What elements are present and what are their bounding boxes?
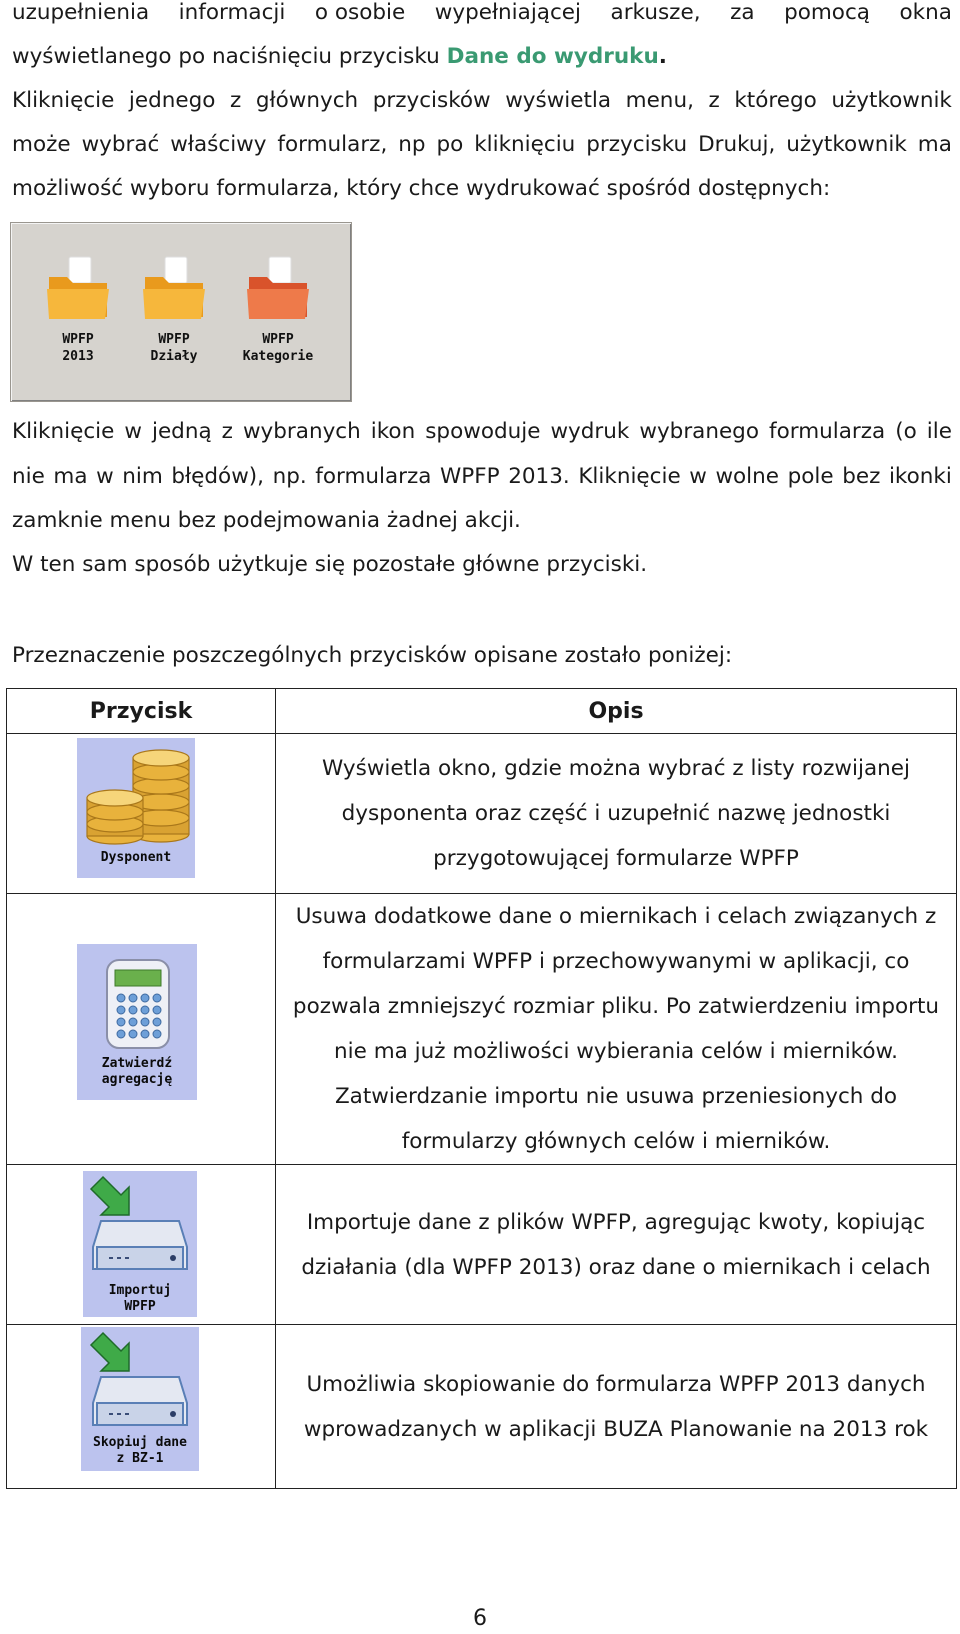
word: bez [842,464,881,489]
dysponent-button[interactable] [77,738,195,878]
icon-cell [7,1325,276,1489]
word: użytkownik [831,88,952,113]
word: wybrać [81,132,160,157]
folder-icon [139,253,209,321]
description-cell [276,734,957,894]
word: pomocą [784,0,870,25]
word: ma [917,132,952,157]
word: przycisku [586,132,688,157]
word: Kliknięcie [12,88,115,113]
desc-line: Usuwa dodatkowe dane o miernikach i celach związanych z [295,904,937,929]
word: za [730,0,755,25]
word: ikonki [888,464,952,489]
zatwierdz-agregacje-button[interactable] [77,944,197,1100]
page-number: 6 [473,1606,487,1631]
p2-line3: zamknie menu bez podejmowania żadnej akcji. [12,508,521,533]
word: kliknięciu [474,132,576,157]
desc-line: dysponenta oraz część i uzupełnić nazwę jednostki [341,801,891,826]
icon-label: Importuj WPFP [108,1283,172,1314]
calculator-icon [77,944,197,1056]
copy-drive-icon [81,1327,199,1437]
table-row [7,734,957,894]
icon-cell [7,1165,276,1325]
table-row [7,1325,957,1489]
p2-line2 [12,455,952,499]
p2-line1 [12,410,952,454]
buttons-table [6,688,957,1489]
word: Drukuj, [698,132,776,157]
desc-line: Umożliwia skopiowanie do formularza WPFP 2013 danych [306,1371,926,1397]
word: w [124,419,142,444]
word: (o [895,419,917,444]
p1-line2-suffix: . [658,44,667,69]
icon-cell [7,894,276,1165]
word: Kliknięcie [578,464,681,489]
word: z [708,88,720,113]
p1-line1 [12,0,952,35]
word: może [12,132,71,157]
icon-cell [7,734,276,894]
word: WPFP [440,464,500,489]
word: wydruk [550,419,630,444]
importuj-wpfp-button[interactable] [83,1171,197,1317]
word: użytkownik [786,132,907,157]
word: z [221,419,233,444]
word: pole [787,464,834,489]
word: którego [734,88,817,113]
table-row [7,1165,957,1325]
p1-line5: możliwość wyboru formularza, który chce wydrukować spośród dostępnych: [12,176,831,201]
desc-line: wprowadzanych w aplikacji BUZA Planowanie na 2013 rok [303,1416,929,1442]
coins-icon [77,738,195,846]
table-row [7,894,957,1165]
word: formularza [315,464,432,489]
word: ma [53,464,88,489]
print-menu-panel [10,222,352,402]
table-header-row [7,689,957,734]
word: z [230,88,242,113]
description-cell [276,894,957,1165]
word: przycisków [372,88,491,113]
word: 2013. [508,464,570,489]
word: spowoduje [425,419,541,444]
p2-line4: W ten sam sposób użytkuje się pozostałe główne przyciski. [12,552,648,577]
word: właściwy [170,132,267,157]
menu-button-label: WPFP Kategorie [242,332,314,364]
word: jednego [128,88,216,113]
desc-line: formularzy głównych celów i mierników. [401,1129,831,1154]
word: nie [12,464,45,489]
word: ile [926,419,952,444]
description-cell [276,1165,957,1325]
header-button: Przycisk [7,689,276,734]
menu-button-wpfp-kategorie[interactable] [225,253,331,365]
p1-line4 [12,123,952,167]
folder-icon [243,253,313,321]
word: Kliknięcie [12,419,115,444]
word: w [689,464,707,489]
word: wybranych [242,419,361,444]
description-cell [276,1325,957,1489]
word: w [96,464,114,489]
word: wyświetla [505,88,612,113]
word: o osobie [314,0,406,25]
dane-do-wydruku-link[interactable]: Dane do wydruku [446,44,659,69]
menu-button-label: WPFP 2013 [62,332,94,364]
word: wolne [715,464,780,489]
word: okna [899,0,952,25]
word: głównych [255,88,359,113]
desc-line: Wyświetla okno, gdzie można wybrać z listy rozwijanej [322,756,910,781]
menu-button-label: WPFP Działy [150,332,198,364]
word: arkusze, [610,0,701,25]
p1-line2-prefix: wyświetlanego po naciśnięciu przycisku [12,44,447,69]
word: nim [122,464,163,489]
word: wybranego [639,419,759,444]
desc-line: formularzami WPFP i przechowywanymi w aplikacji, co [322,949,910,974]
icon-label: Skopiuj dane z BZ-1 [93,1435,187,1466]
word: uzupełnienia [12,0,150,25]
word: np. [272,464,307,489]
word: po [436,132,464,157]
skopiuj-dane-button[interactable] [81,1327,199,1471]
word: informacji [178,0,286,25]
word: menu, [625,88,694,113]
desc-line: nie ma już możliwości wybierania celów i mierników. [334,1039,898,1064]
icon-label: Dysponent [100,850,172,865]
header-description: Opis [276,689,957,734]
desc-line: Importuje dane z plików WPFP, agregując kwoty, kopiując [306,1209,926,1235]
word: ikon [370,419,416,444]
table-intro: Przeznaczenie poszczególnych przycisków opisane zostało poniżej: [12,643,733,668]
menu-button-wpfp-dzialy[interactable] [129,253,219,365]
word: formularza [769,419,886,444]
word: jedną [151,419,212,444]
desc-line: działania (dla WPFP 2013) oraz dane o miernikach i celach [301,1254,931,1280]
p1-line2 [12,35,667,79]
folder-icon [43,253,113,321]
word: formularz, [277,132,388,157]
word: np [398,132,426,157]
word: błędów), [171,464,264,489]
icon-label: Zatwierdź agregację [101,1056,173,1087]
p1-line3 [12,79,952,123]
word: wypełniającej [434,0,582,25]
desc-line: pozwala zmniejszyć rozmiar pliku. Po zatwierdzeniu importu [292,994,940,1019]
desc-line: przygotowującej formularze WPFP [433,846,799,871]
desc-line: Zatwierdzanie importu nie usuwa przeniesionych do [334,1084,898,1109]
menu-button-wpfp-2013[interactable] [33,253,123,365]
import-drive-icon [83,1171,197,1281]
